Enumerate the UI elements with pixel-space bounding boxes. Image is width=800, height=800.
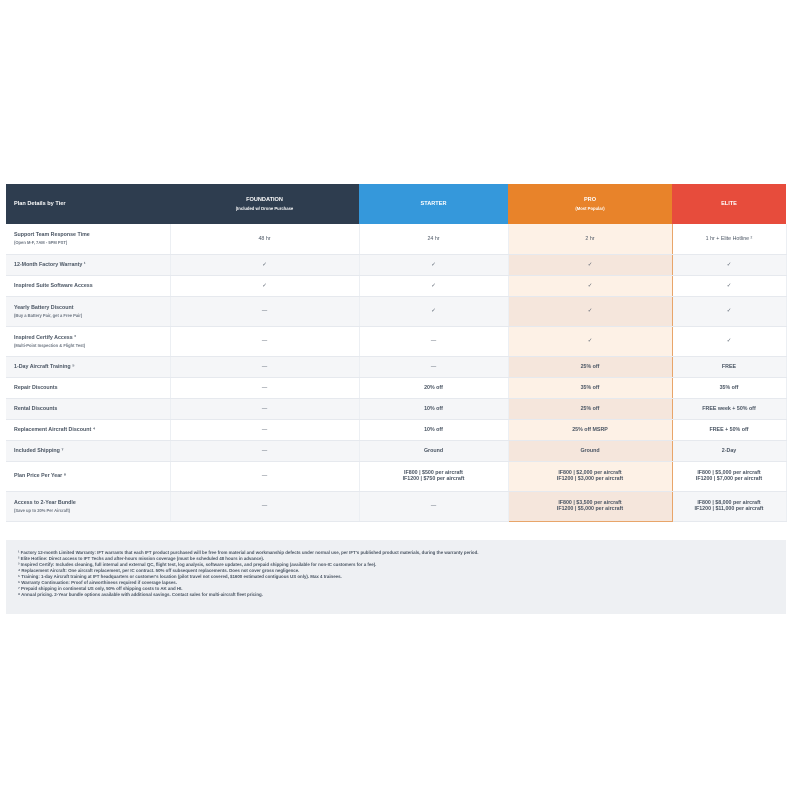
header-pro <box>508 184 672 224</box>
row-label <box>6 377 170 398</box>
row-label-text: Inspired Suite Software Access <box>14 282 93 289</box>
cell-pro: 25% off MSRP <box>508 419 672 440</box>
table-row <box>6 275 786 296</box>
footnote: ⁵ Training: 1-day Aircraft training at IFT headquarters or customer's location (pilot travel not covered, $1600 estimated contiguous US only). Max 4 trainees. <box>18 574 342 579</box>
row-label-text: Repair Discounts <box>14 384 58 391</box>
price-line: IF800 | $2,000 per aircraft <box>558 470 622 476</box>
header-elite: ELITE <box>672 184 786 224</box>
footnote: ⁴ Replacement Aircraft: One aircraft replacement, per IC contract. 50% off subsequent replacements. Does not cover gross negligence. <box>18 568 300 573</box>
cell-starter: ✓ <box>359 296 508 326</box>
footnote: ⁶ Warranty Continuation: Proof of airworthiness required if coverage lapses. <box>18 580 177 585</box>
price-line: IF800 | $8,000 per aircraft <box>697 500 761 506</box>
cell-elite <box>672 461 786 491</box>
price-line: IF1200 | $7,000 per aircraft <box>695 476 763 482</box>
pricing-table-container <box>6 184 786 522</box>
table-row <box>6 254 786 275</box>
header-foundation-title: FOUNDATION <box>246 197 283 203</box>
table-row <box>6 461 786 491</box>
row-label-sub: (Buy a Battery Pair, get a Free Pair) <box>14 312 83 318</box>
cell-pro: 25% off <box>508 398 672 419</box>
row-label-text: Replacement Aircraft Discount ⁴ <box>14 426 96 433</box>
row-label <box>6 356 170 377</box>
cell-starter: ✓ <box>359 275 508 296</box>
row-label-text: Inspired Certify Access ³ <box>14 334 76 341</box>
row-label-text: 12-Month Factory Warranty ¹ <box>14 261 86 268</box>
row-label <box>6 224 170 254</box>
row-label-text: Included Shipping ⁷ <box>14 447 64 454</box>
header-pro-subtitle: (Most Popular) <box>575 206 605 211</box>
price-line: IF800 | $500 per aircraft <box>404 470 463 476</box>
cell-foundation: — <box>170 296 359 326</box>
row-label <box>6 254 170 275</box>
cell-elite: ✓ <box>672 296 786 326</box>
row-label-text: 1-Day Aircraft Training ⁵ <box>14 363 75 370</box>
cell-foundation: — <box>170 440 359 461</box>
cell-pro: 35% off <box>508 377 672 398</box>
table-row <box>6 224 786 254</box>
table-header-row <box>6 184 786 224</box>
row-label-text: Plan Price Per Year ⁸ <box>14 473 67 479</box>
table-row <box>6 377 786 398</box>
footnote: ⁸ Annual pricing. 2-Year bundle options available with additional savings. Contact sales for multi-aircraft fleet pricing. <box>18 592 263 597</box>
cell-starter: 10% off <box>359 398 508 419</box>
footnote: ² Elite Hotline: Direct access to IFT Techs and after-hours mission coverage (must be scheduled 48 hours in advance). <box>18 556 265 561</box>
header-foundation-subtitle: (Included w/ Drone Purchase <box>235 206 294 211</box>
row-label-text: Support Team Response Time <box>14 232 90 239</box>
price-line: IF800 | $5,000 per aircraft <box>697 470 761 476</box>
cell-pro: ✓ <box>508 254 672 275</box>
row-label <box>6 491 170 521</box>
footnote: ¹ Factory 12-month Limited Warranty: IFT warrants that each IFT product purchased will be free from material and workmanship defects under normal use, per IFT's published product materials, during the warranty period. <box>18 550 479 555</box>
cell-foundation: ✓ <box>170 254 359 275</box>
cell-starter: 24 hr <box>359 224 508 254</box>
row-label-text: Yearly Battery Discount <box>14 304 74 311</box>
table-row <box>6 440 786 461</box>
cell-starter: 10% off <box>359 419 508 440</box>
row-label <box>6 296 170 326</box>
table-row <box>6 326 786 356</box>
price-line: IF1200 | $750 per aircraft <box>402 476 465 482</box>
price-line: IF1200 | $5,000 per aircraft <box>556 506 624 512</box>
table-row <box>6 398 786 419</box>
cell-starter <box>359 461 508 491</box>
cell-elite: ✓ <box>672 275 786 296</box>
cell-foundation: 48 hr <box>170 224 359 254</box>
price-line: IF1200 | $3,000 per aircraft <box>556 476 624 482</box>
price-line: IF800 | $3,500 per aircraft <box>558 500 622 506</box>
cell-elite <box>672 491 786 521</box>
table-row <box>6 491 786 521</box>
cell-starter: — <box>359 356 508 377</box>
header-foundation <box>170 184 359 224</box>
cell-elite: FREE <box>672 356 786 377</box>
row-label <box>6 326 170 356</box>
row-label-text: Access to 2-Year Bundle <box>14 499 76 506</box>
cell-foundation: — <box>170 356 359 377</box>
cell-pro: ✓ <box>508 326 672 356</box>
row-label-sub: (Save up to 20% Per Aircraft) <box>14 507 71 513</box>
row-label <box>6 419 170 440</box>
cell-elite: 2-Day <box>672 440 786 461</box>
cell-pro: ✓ <box>508 275 672 296</box>
cell-foundation: — <box>170 398 359 419</box>
table-row <box>6 356 786 377</box>
cell-elite: ✓ <box>672 254 786 275</box>
footnote: ³ Inspired Certify: Includes cleaning, full internal and external QC, flight test, log analysis, software updates, and prepaid shipping (available for non-IC customers for a fee). <box>18 562 377 567</box>
row-label <box>6 398 170 419</box>
cell-foundation: — <box>170 377 359 398</box>
cell-foundation: — <box>170 419 359 440</box>
cell-pro: 2 hr <box>508 224 672 254</box>
footnotes-panel <box>6 540 786 614</box>
cell-elite: FREE week + 50% off <box>672 398 786 419</box>
cell-foundation: — <box>170 461 359 491</box>
header-pro-title: PRO <box>583 197 597 203</box>
cell-pro: 25% off <box>508 356 672 377</box>
cell-starter: — <box>359 326 508 356</box>
header-plan-details: Plan Details by Tier <box>6 184 170 224</box>
table-row <box>6 419 786 440</box>
header-starter: STARTER <box>359 184 508 224</box>
cell-elite: 1 hr + Elite Hotline ² <box>672 224 786 254</box>
cell-pro <box>508 461 672 491</box>
row-label <box>6 275 170 296</box>
cell-starter: Ground <box>359 440 508 461</box>
cell-elite: ✓ <box>672 326 786 356</box>
cell-elite: FREE + 50% off <box>672 419 786 440</box>
cell-starter: 20% off <box>359 377 508 398</box>
row-label <box>6 440 170 461</box>
cell-pro: ✓ <box>508 296 672 326</box>
row-label <box>6 461 170 491</box>
cell-starter: — <box>359 491 508 521</box>
cell-foundation: ✓ <box>170 275 359 296</box>
cell-foundation: — <box>170 326 359 356</box>
footnote: ⁷ Prepaid shipping in continental US only, 50% off shipping costs to AK and HI. <box>18 586 183 591</box>
row-label-sub: (Multi-Point Inspection & Flight Test) <box>14 342 86 348</box>
cell-pro: Ground <box>508 440 672 461</box>
row-label-text: Rental Discounts <box>14 405 58 412</box>
cell-elite: 35% off <box>672 377 786 398</box>
cell-pro <box>508 491 672 521</box>
cell-starter: ✓ <box>359 254 508 275</box>
price-line: IF1200 | $11,000 per aircraft <box>694 506 764 512</box>
cell-foundation: — <box>170 491 359 521</box>
row-label-sub: (Open M-F, 7AM - 5PM PST) <box>14 240 68 246</box>
plan-comparison-table <box>6 184 787 522</box>
table-row <box>6 296 786 326</box>
